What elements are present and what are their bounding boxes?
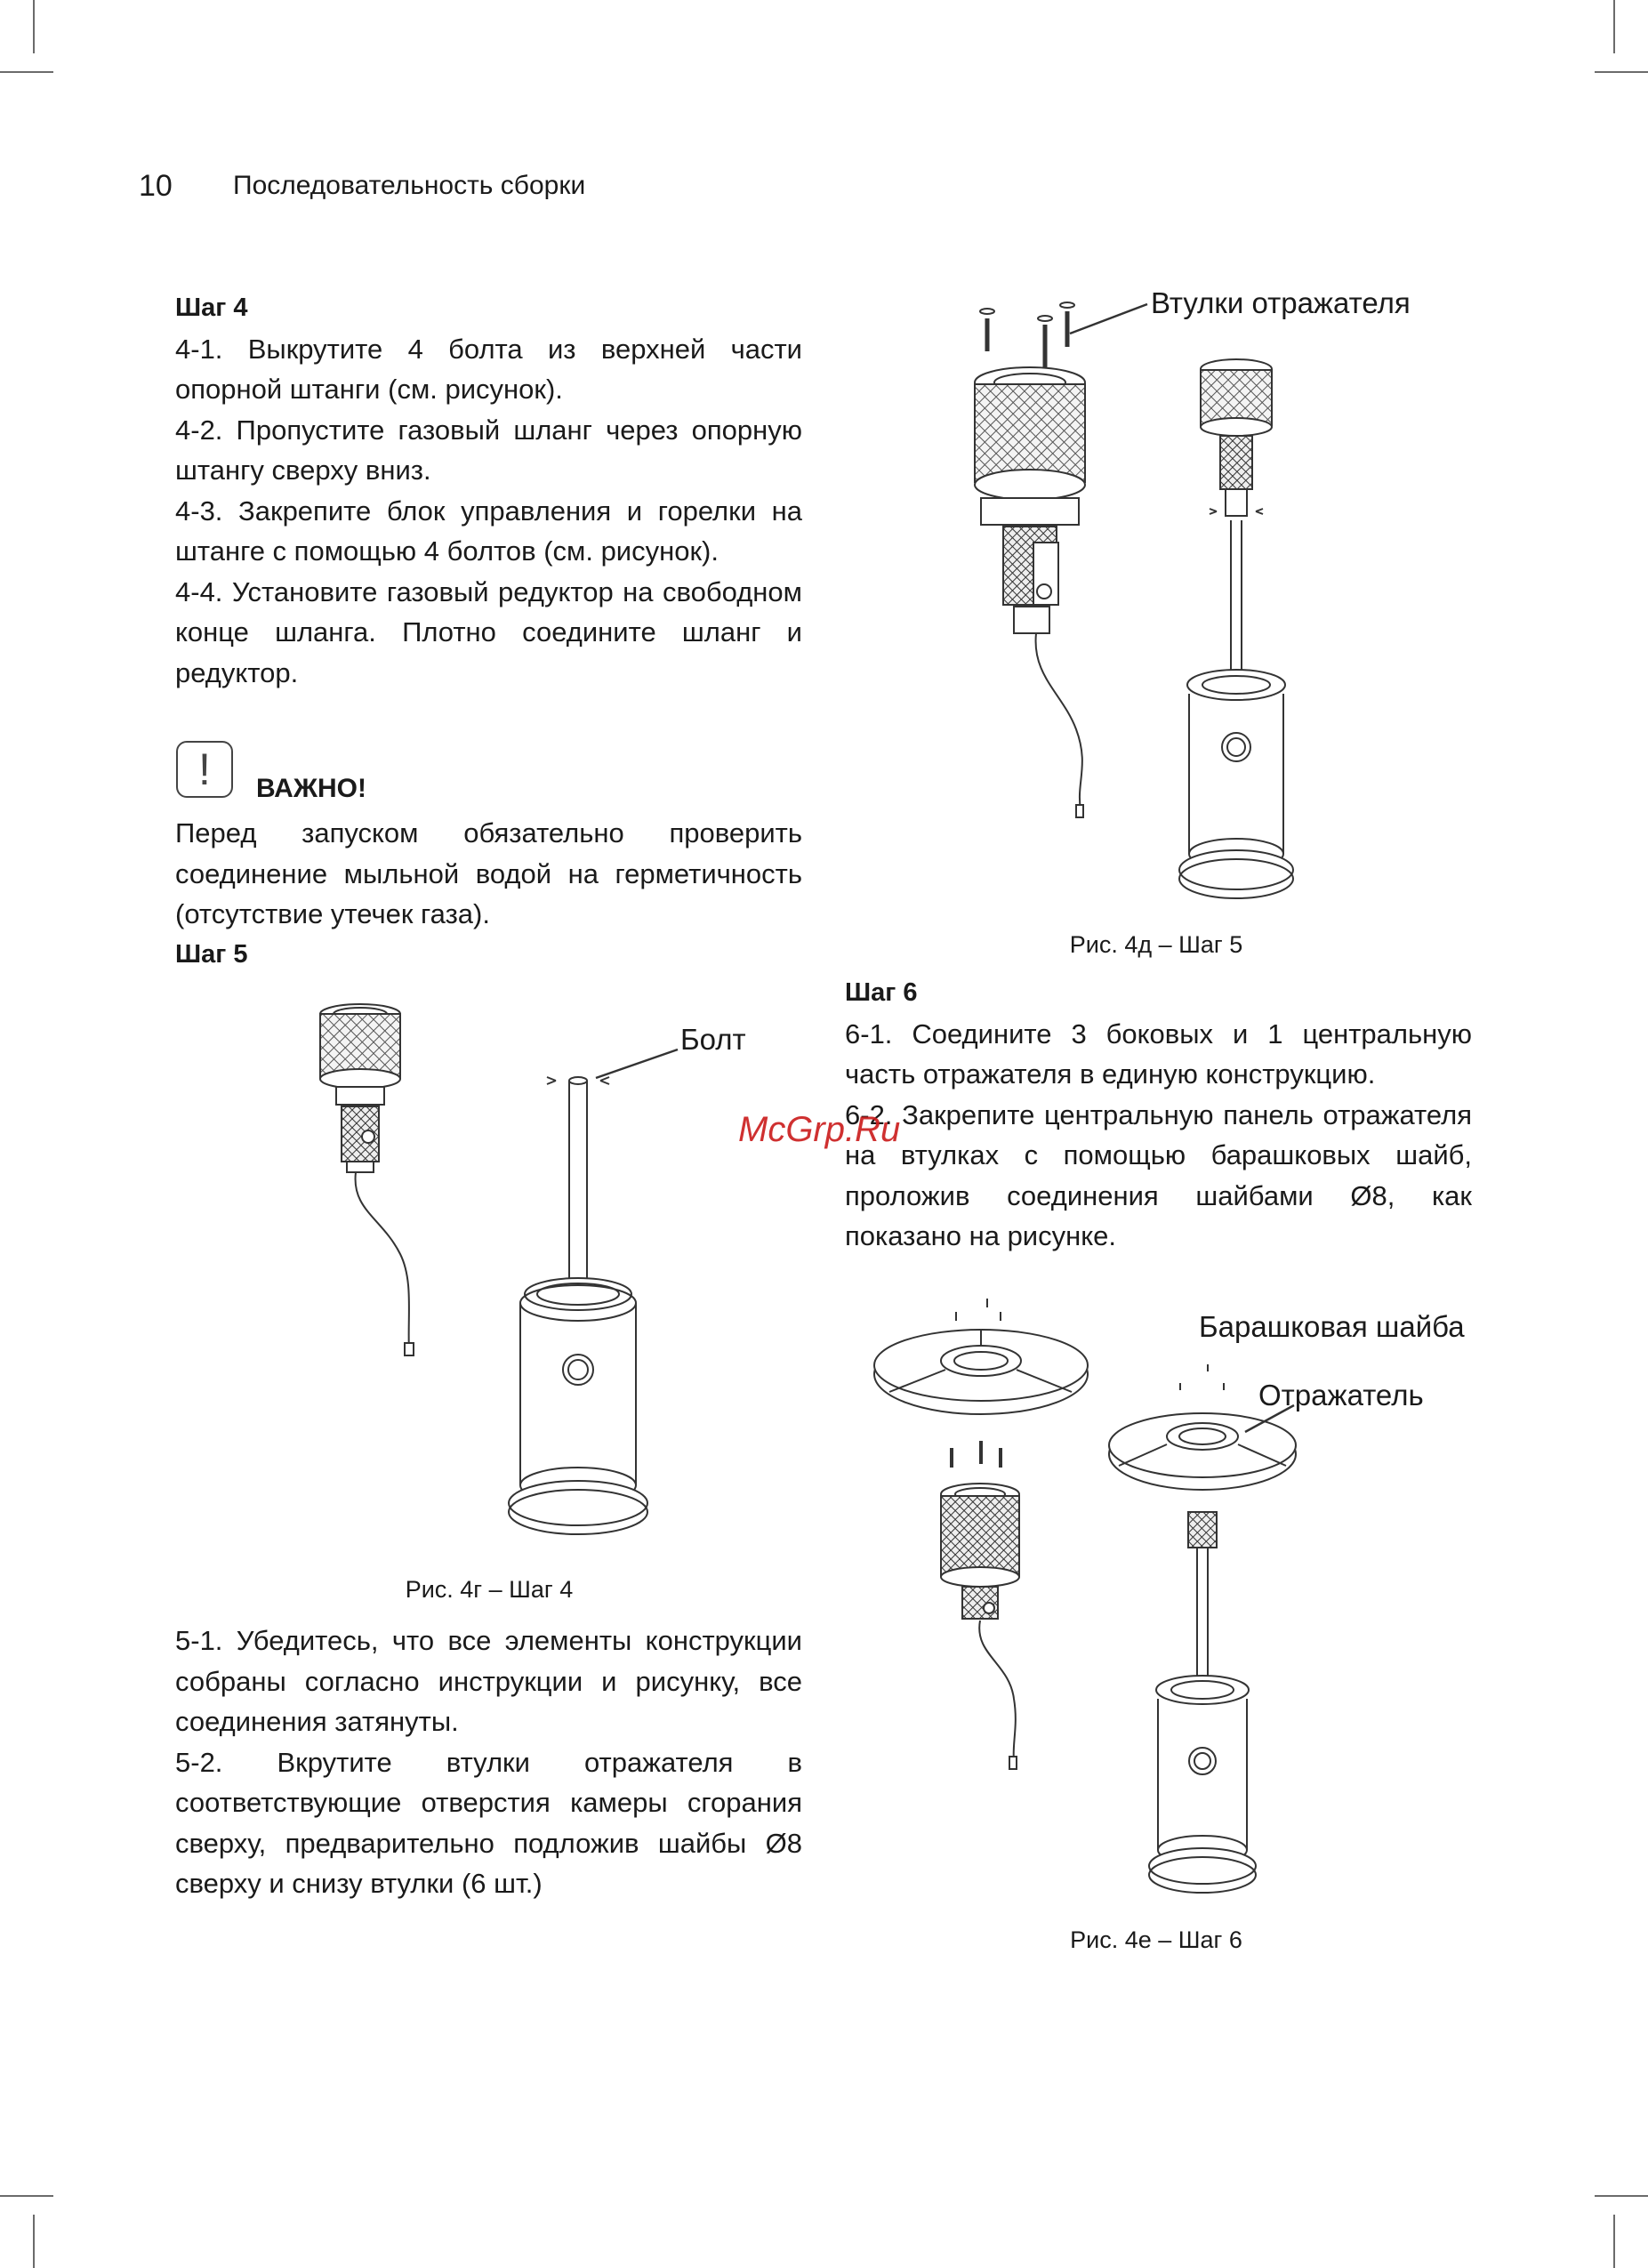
step5-item: 5-1. Убедитесь, что все элементы конструкции собраны согласно инструкции и рисунку, все соединения затянуты. bbox=[175, 1625, 802, 1737]
label-bolt: Болт bbox=[680, 1023, 746, 1056]
label-reflector-bushings: Втулки отражателя bbox=[1151, 286, 1411, 319]
assembled-heater-drawing bbox=[1179, 359, 1293, 898]
step4-item: 4-2. Пропустите газовый шланг через опорную штангу сверху вниз. bbox=[175, 414, 802, 486]
warning-text: Перед запуском обязательно проверить соединение мыльной водой на герметичность (отсутствие утечек газа). bbox=[175, 817, 802, 929]
step4-item: 4-3. Закрепите блок управления и горелки на штанге с помощью 4 болтов (см. рисунок). bbox=[175, 495, 802, 567]
page-title: Последовательность сборки bbox=[233, 171, 586, 200]
heater-base-drawing bbox=[509, 1050, 678, 1534]
step6-item: 6-1. Соедините 3 боковых и 1 центральную часть отражателя в единую конструкцию. bbox=[845, 1017, 1472, 1090]
step6-item: 6-2. Закрепите центральную панель отражателя на втулках с помощью барашковых шайб, проложив соединения шайбами Ø8, как показано на рисунке. bbox=[845, 1098, 1472, 1251]
step5-title: Шаг 5 bbox=[175, 939, 248, 969]
step4-item: 4-1. Выкрутите 4 болта из верхней части опорной штанги (см. рисунок). bbox=[175, 333, 802, 405]
figure-caption-4d: Рис. 4д – Шаг 5 bbox=[1069, 931, 1243, 958]
step6-title: Шаг 6 bbox=[845, 978, 918, 1007]
reflector-exploded-drawing bbox=[874, 1299, 1088, 1769]
label-wing-washer: Барашковая шайба bbox=[1199, 1310, 1465, 1343]
step5-item: 5-2. Вкрутите втулки отражателя в соответствующие отверстия камеры сгорания сверху, предварительно подложив шайбы Ø8 сверху и снизу втулки (6 шт.) bbox=[175, 1746, 802, 1899]
burner-head-drawing bbox=[320, 1004, 414, 1355]
figure-caption-4e: Рис. 4е – Шаг 6 bbox=[1070, 1926, 1242, 1953]
watermark: McGrp.Ru bbox=[738, 1110, 901, 1149]
step4-item: 4-4. Установите газовый редуктор на свободном конце шланга. Плотно соедините шланг и редуктор. bbox=[175, 575, 802, 688]
step4-title: Шаг 4 bbox=[175, 294, 248, 322]
exclamation-icon: ! bbox=[176, 741, 233, 798]
label-reflector: Отражатель bbox=[1258, 1379, 1424, 1411]
figure-caption-4g: Рис. 4г – Шаг 4 bbox=[405, 1576, 574, 1603]
warning-title: ВАЖНО! bbox=[256, 774, 366, 803]
final-heater-drawing bbox=[1109, 1364, 1296, 1893]
combustion-chamber-drawing bbox=[975, 302, 1147, 817]
page-number: 10 bbox=[139, 169, 173, 203]
